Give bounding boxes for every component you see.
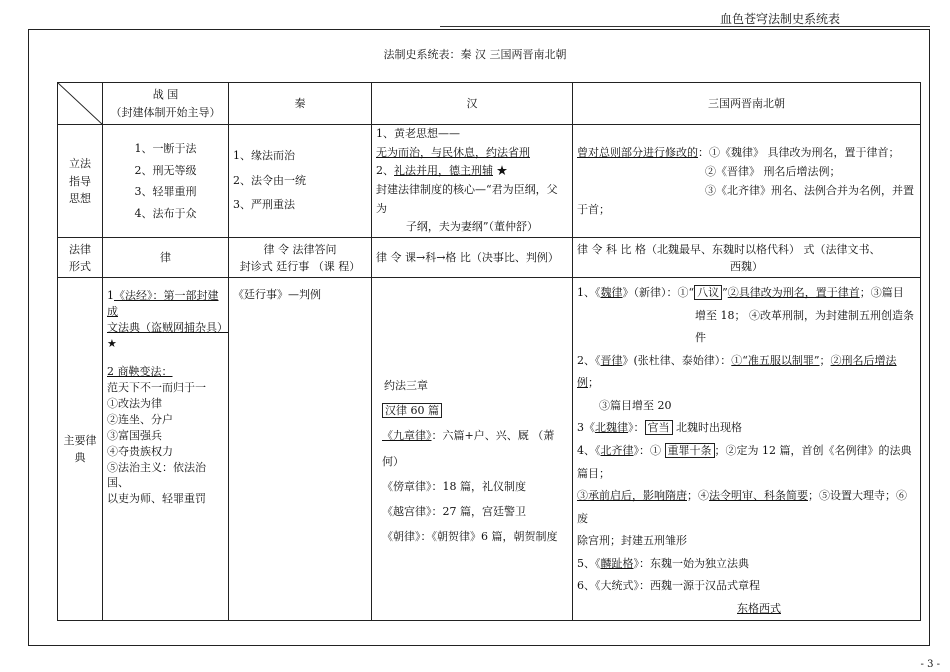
- list-item: 3、严刑重法: [233, 198, 295, 212]
- text-span: 2、《: [577, 353, 601, 367]
- qin-codes-cell: 《廷行事》—判例: [229, 278, 372, 621]
- text-span: 法令明审、科条简要: [709, 489, 808, 503]
- text-span: ；: [588, 376, 599, 390]
- list-item: 2、刑无等级: [134, 163, 197, 177]
- text-span: 》：东魏一始为独立法典: [633, 556, 749, 570]
- legal-history-table: [57, 82, 921, 621]
- list-item: 以吏为师、轻罪重罚: [107, 492, 206, 506]
- text-span: 1、《: [577, 286, 601, 300]
- zhanguo-subtitle: （封建体制开始主导）: [110, 105, 221, 119]
- zhanguo-forms-cell: 律: [103, 238, 229, 278]
- page-number: - 3 -: [920, 659, 940, 670]
- list-item: 2、法令由一统: [233, 173, 306, 187]
- zhanguo-thought-cell: [103, 125, 229, 238]
- text-line: ②《晋律》 刑名后增法例；: [705, 164, 841, 178]
- text-line: [107, 288, 224, 320]
- text-line: 子纲，夫为妻纲”（董仲舒）: [405, 220, 539, 234]
- text-line: [577, 440, 916, 485]
- text-span: 4、《: [577, 443, 601, 457]
- text-line: [577, 350, 916, 395]
- boxed-text: 汉律 60 篇: [382, 403, 442, 418]
- sanguo-thought-cell: [573, 125, 921, 238]
- text-line: 无为而治，与民休息，约法省刑: [376, 145, 530, 159]
- text-line: 文法典（盗贼网捕杂具）: [107, 321, 228, 334]
- text-span: 》(张杜律、泰始律）：: [622, 353, 732, 367]
- label-line: 思想: [69, 191, 91, 205]
- header-rule: [440, 26, 930, 27]
- text-line: 增至 18； ④改革刑制，为封建制五刑创造条: [695, 308, 914, 322]
- text-line: ③《北齐律》刑名、法例合并为名例，并置: [705, 184, 914, 198]
- text-line: 除宫刑；封建五刑雏形: [577, 534, 687, 548]
- text-span: 《法经》：第一部封建成: [107, 289, 219, 319]
- han-codes-cell: [372, 278, 573, 621]
- text-span: ；②定为 12 篇，首创《名例律》的法典篇目；: [577, 443, 912, 480]
- list-item: ①改法为律: [107, 396, 162, 410]
- text-span: 》（新律）：①“: [622, 286, 695, 300]
- spacer: [107, 352, 224, 364]
- text-line: [577, 282, 916, 305]
- text-span: ：①《魏律》 具律改为刑名，置于律首；: [698, 145, 900, 159]
- text-span: ；: [819, 353, 831, 367]
- text-line: 1、黄老思想——: [376, 127, 460, 140]
- han-forms-cell: 律 令 课→科→格 比（决事比、判例）: [372, 238, 573, 278]
- text-span: 5、《: [577, 556, 601, 570]
- text-span: 魏律: [600, 286, 623, 300]
- row-legal-forms: [58, 238, 921, 278]
- text-span: ：六篇+户、兴、厩 （萧何）: [382, 429, 555, 468]
- list-item: 4、法布于众: [134, 206, 197, 220]
- text-span: 北齐律: [600, 443, 634, 457]
- row-main-codes: [58, 278, 921, 621]
- list-item: ④夺贵族权力: [107, 444, 173, 458]
- col-header-sanguo: 三国两晋南北朝: [573, 83, 921, 125]
- boxed-text: 官当: [645, 420, 673, 435]
- text-span: 》：①: [633, 443, 665, 457]
- label-line: 主要律: [63, 434, 97, 448]
- han-thought-cell: [372, 125, 573, 238]
- text-span: ”: [722, 286, 728, 300]
- text-line: [577, 553, 916, 576]
- row-label-codes: [58, 278, 103, 621]
- text-line: [577, 485, 916, 530]
- star-mark: ★: [107, 336, 117, 350]
- col-header-qin: 秦: [229, 83, 372, 125]
- star-mark: ★: [493, 164, 508, 178]
- text-line: ③篇目增至 20: [599, 398, 672, 412]
- text-line: 封建法律制度的核心—“君为臣纲，父为: [376, 183, 558, 215]
- text-span: ②刑名后增法例: [577, 353, 897, 390]
- list-item: ⑤法治主义：依法治国、: [107, 460, 206, 490]
- label-line: 典: [74, 451, 86, 465]
- table-title: 法制史系统表：秦 汉 三国两晋南北朝: [383, 48, 567, 61]
- col-header-han: 汉: [372, 83, 573, 125]
- text-span: 晋律: [600, 353, 623, 367]
- col-header-zhanguo: [103, 83, 229, 125]
- text-span: 2、: [376, 164, 394, 178]
- boxed-text: 八议: [694, 285, 722, 300]
- text-span: 北魏律: [595, 421, 628, 435]
- diagonal-line: [58, 83, 103, 125]
- zhanguo-title: 战 国: [152, 88, 179, 102]
- document-header-title: 血色苍穹法制史系统表: [719, 12, 840, 26]
- text-span: 曾对总则部分进行修改的: [577, 145, 698, 159]
- text-line: 东格西式: [737, 601, 781, 615]
- sanguo-codes-cell: [573, 278, 921, 621]
- text-line: 6、《大统式》：西魏一源于汉品式章程: [577, 579, 760, 593]
- sanguo-forms-cell: [573, 238, 921, 278]
- row-label-legislative: [58, 125, 103, 238]
- text-span: ③承前启后，影响隋唐: [577, 489, 687, 503]
- qin-thought-cell: [229, 125, 372, 238]
- boxed-text: 重罪十条: [665, 443, 715, 458]
- text-span: ②具律改为刑名，置于律首: [727, 286, 860, 300]
- header-row: [58, 83, 921, 125]
- text-line: [577, 143, 916, 162]
- text-line: 于首；: [577, 203, 610, 217]
- label-line: 立法: [69, 157, 91, 171]
- text-line: 约法三章: [384, 378, 428, 392]
- list-item: 3、轻罪重刑: [134, 185, 197, 199]
- text-span: ；③篇目: [859, 286, 904, 300]
- label-line: 形式: [69, 259, 91, 273]
- row-label-forms: [58, 238, 103, 278]
- text-line: 件: [695, 331, 706, 345]
- text-span: 北魏时出现格: [672, 421, 742, 435]
- text-line: [577, 417, 916, 440]
- text-span: ；⑤设置大理寺；⑥废: [577, 489, 907, 525]
- text-line: 律 令 科 比 格（北魏最早、东魏时以格代科） 式（法律文书、: [577, 242, 881, 256]
- list-item: 1、一断于法: [134, 142, 197, 156]
- zhanguo-codes-cell: [103, 278, 229, 621]
- text-span: 3《: [577, 421, 595, 435]
- text-line: 律 令 法律答问: [263, 242, 337, 256]
- text-line: 范天下不一而归于一: [107, 380, 206, 394]
- list-item: 1、缘法而治: [233, 148, 295, 162]
- qin-forms-cell: [229, 238, 372, 278]
- text-line: 2 商鞅变法：: [107, 364, 173, 378]
- text-line: 《朝律》：《朝贺律》6 篇，朝贺制度: [382, 530, 558, 544]
- list-item: ③富国强兵: [107, 428, 162, 442]
- corner-cell: [58, 83, 103, 125]
- text-span: 》：: [628, 421, 645, 435]
- text-span: 麟趾格: [600, 556, 634, 570]
- text-span: 1: [107, 289, 114, 303]
- text-line: 《越宫律》：27 篇，宫廷警卫: [382, 505, 526, 519]
- text-span: 《九章律》: [382, 429, 432, 443]
- text-span: 礼法并用，德主刑辅: [394, 164, 493, 178]
- label-line: 指导: [69, 174, 91, 188]
- text-span: ；④: [687, 489, 709, 503]
- list-item: ②连坐、分户: [107, 412, 173, 426]
- text-line: 西魏）: [730, 259, 763, 273]
- row-legislative-thought: [58, 125, 921, 238]
- text-span: ①“准五服以制罪”: [731, 353, 820, 367]
- text-line: [376, 162, 568, 181]
- text-line: 《傍章律》：18 篇，礼仪制度: [382, 479, 526, 493]
- text-line: [376, 423, 568, 474]
- text-line: [376, 398, 568, 423]
- text-line: 封诊式 廷行事 （课 程）: [239, 259, 361, 273]
- label-line: 法律: [69, 242, 91, 256]
